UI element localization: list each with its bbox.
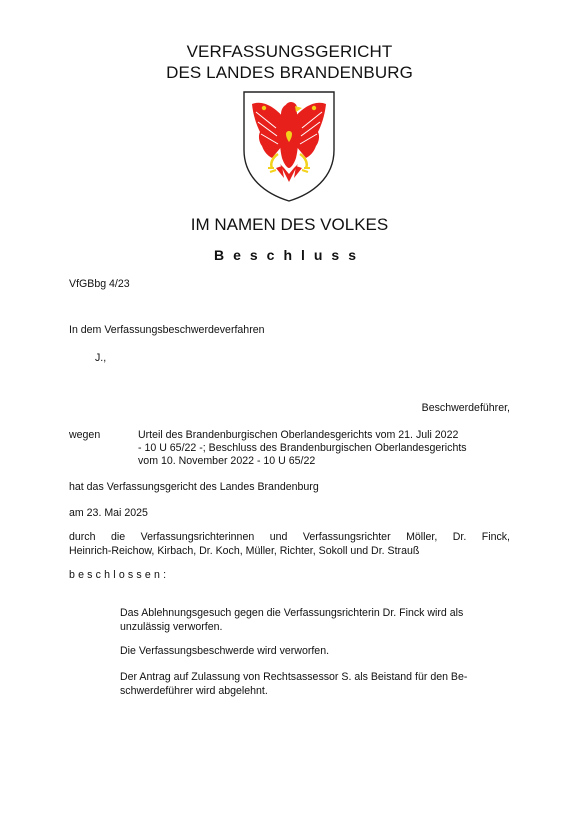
court-name-line2: DES LANDES BRANDENBURG <box>166 63 413 82</box>
wegen-line: vom 10. November 2022 - 10 U 65/22 <box>138 455 316 467</box>
ruling-line: Die Verfassungsbeschwerde wird verworfen. <box>120 645 330 657</box>
proceedings-intro: In dem Verfassungsbeschwerdeverfahren <box>69 324 265 336</box>
resolved-label: beschlossen: <box>69 569 170 581</box>
coat-of-arms-graphic <box>240 88 338 204</box>
judges-paragraph <box>69 530 510 558</box>
case-number: VfGBbg 4/23 <box>69 278 130 290</box>
ruling-item <box>120 645 510 659</box>
court-statement: hat das Verfassungsgericht des Landes Brandenburg <box>69 481 319 493</box>
ruling-line: Der Antrag auf Zulassung von Rechtsassessor S. als Beistand für den Be- <box>120 671 468 683</box>
party-role: Beschwerdeführer, <box>421 402 510 414</box>
ruling-line: Das Ablehnungsgesuch gegen die Verfassungsrichterin Dr. Finck wird als <box>120 607 464 619</box>
ruling-item <box>120 671 510 698</box>
ruling-line: unzulässig verworfen. <box>120 620 223 633</box>
in-the-name-heading: IM NAMEN DES VOLKES <box>190 215 389 234</box>
judges-line: Heinrich-Reichow, Kirbach, Dr. Koch, Müller, Richter, Sokoll und Dr. Strauß <box>69 545 420 557</box>
party-name: J., <box>95 352 107 364</box>
ruling-line: schwerdeführer wird abgelehnt. <box>120 684 268 697</box>
wegen-description <box>138 429 510 468</box>
wegen-label: wegen <box>69 429 101 441</box>
decision-title: Beschluss <box>213 247 366 263</box>
wegen-line: - 10 U 65/22 -; Beschluss des Brandenburgischen Oberlandesgerichts <box>138 442 467 454</box>
court-name-line1: VERFASSUNGSGERICHT <box>186 42 393 61</box>
judges-line: durch die Verfassungsrichterinnen und Verfassungsrichter Möller, Dr. Finck, <box>69 531 510 543</box>
ruling-item <box>120 607 510 634</box>
wegen-line: Urteil des Brandenburgischen Oberlandesgerichts vom 21. Juli 2022 <box>138 429 459 441</box>
decision-date: am 23. Mai 2025 <box>69 507 148 519</box>
brandenburg-eagle-coat-of-arms-icon <box>240 88 338 204</box>
